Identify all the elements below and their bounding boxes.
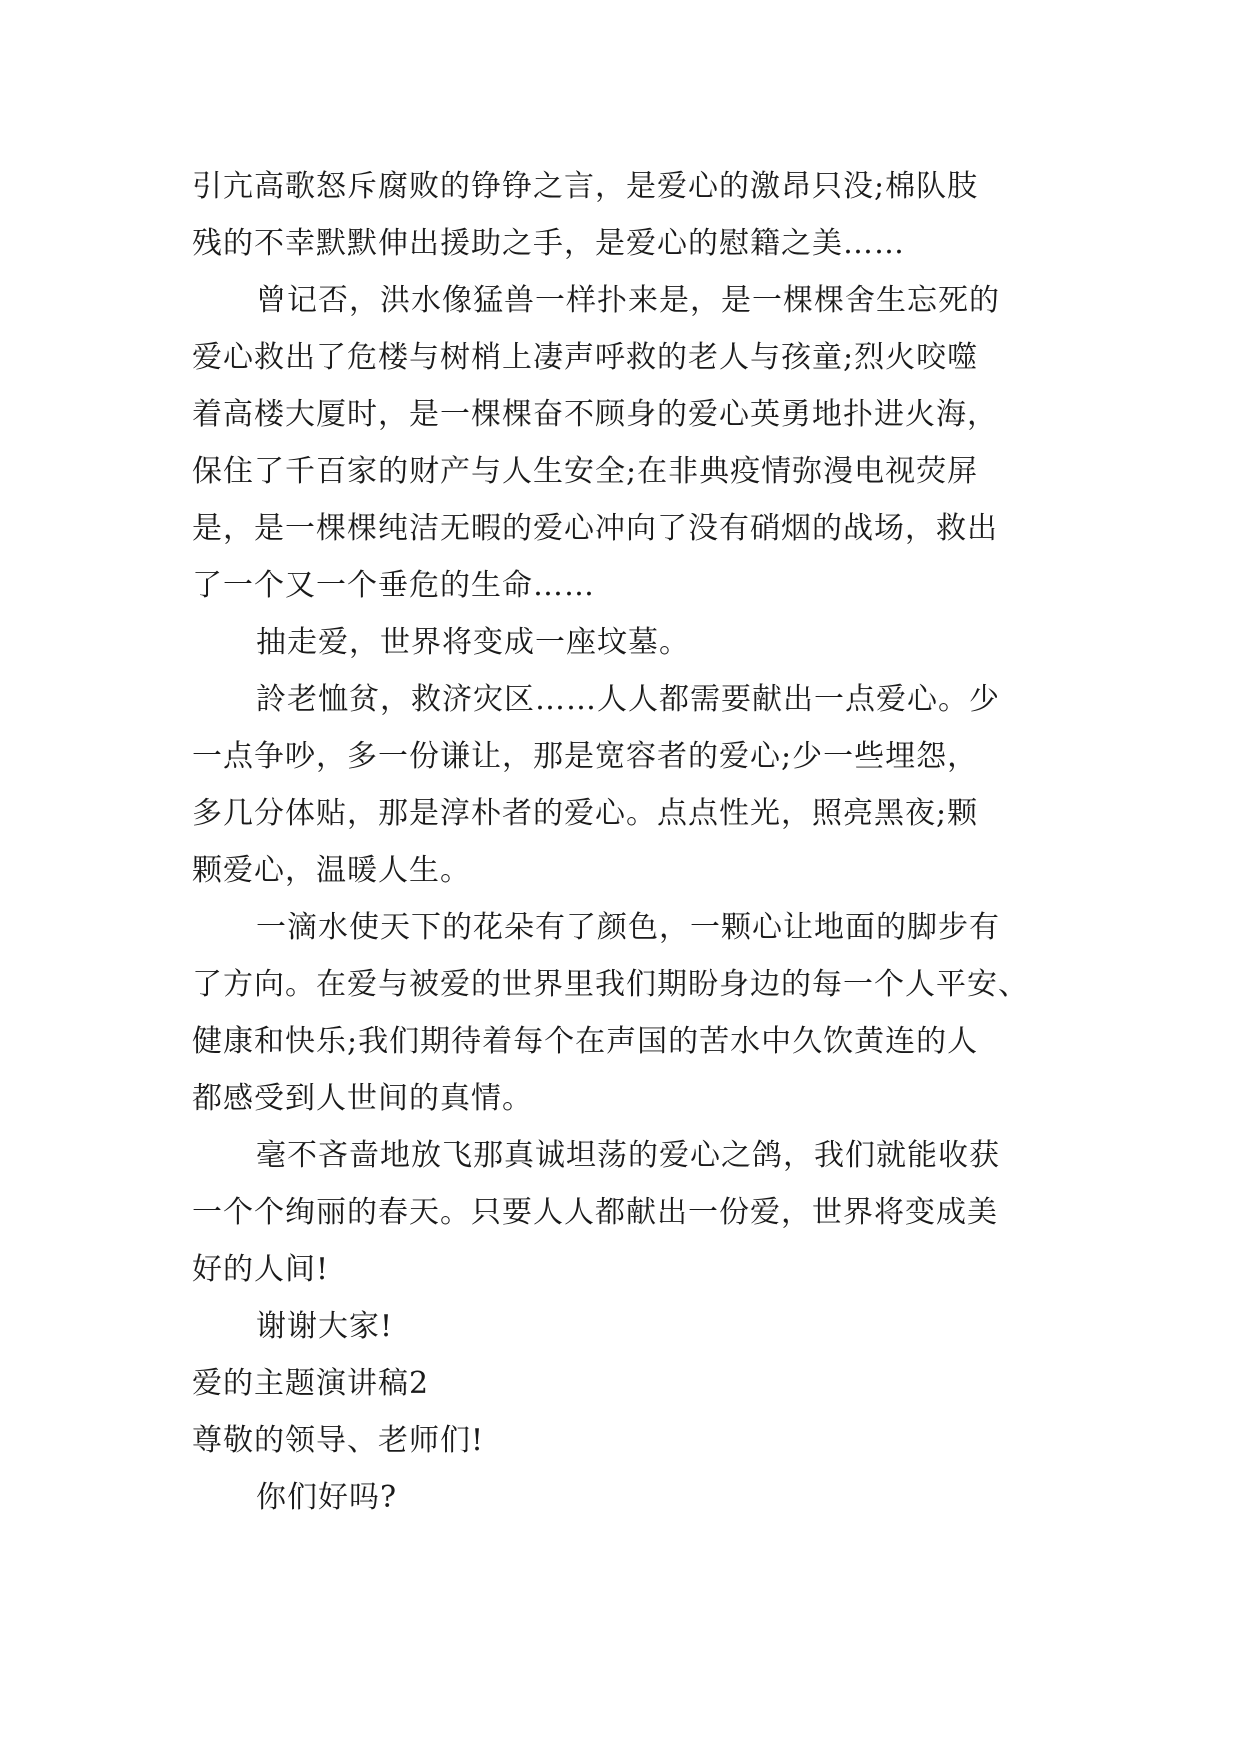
text-line: 詅老恤贫，救济灾区……人人都需要献出一点爱心。少 — [256, 682, 1000, 717]
text-line: 一个个绚丽的春天。只要人人都献出一份爱，世界将变成美 — [192, 1195, 998, 1230]
text-line: 引亢高歌怒斥腐败的铮铮之言，是爱心的激昂只没;棉队肢 — [192, 169, 979, 204]
text-line: 保住了千百家的财产与人生安全;在非典疫情弥漫电视荧屏 — [192, 454, 979, 489]
text-line: 是，是一棵棵纯洁无暇的爱心冲向了没有硝烟的战场，救出 — [192, 511, 998, 546]
text-line: 你们好吗? — [256, 1480, 398, 1515]
text-line: 了一个又一个垂危的生命…… — [192, 568, 595, 603]
text-line: 一滴水使天下的花朵有了颜色，一颗心让地面的脚步有 — [256, 910, 1000, 945]
text-line: 残的不幸默默伸出援助之手，是爱心的慰籍之美…… — [192, 226, 905, 261]
text-line: 毫不吝啬地放飞那真诚坦荡的爱心之鸽，我们就能收获 — [256, 1138, 1000, 1173]
text-line: 都感受到人世间的真情。 — [192, 1081, 533, 1116]
text-line: 曾记否，洪水像猛兽一样扑来是，是一棵棵舍生忘死的 — [256, 283, 1000, 318]
text-line: 抽走爱，世界将变成一座坟墓。 — [256, 625, 690, 660]
document-body — [192, 158, 1056, 1526]
text-line: 颗爱心，温暖人生。 — [192, 853, 471, 888]
salutation: 尊敬的领导、老师们! — [192, 1423, 485, 1458]
text-line: 多几分体贴，那是淳朴者的爱心。点点性光，照亮黑夜;颗 — [192, 796, 979, 831]
text-line: 着高楼大厦时，是一棵棵奋不顾身的爱心英勇地扑进火海， — [192, 397, 998, 432]
text-line: 谢谢大家! — [256, 1309, 394, 1344]
text-line: 了方向。在爱与被爱的世界里我们期盼身边的每一个人平安、 — [192, 967, 1029, 1002]
text-line: 一点争吵，多一份谦让，那是宽容者的爱心;少一些埋怨， — [192, 739, 979, 774]
text-line: 爱心救出了危楼与树梢上凄声呼救的老人与孩童;烈火咬噬 — [192, 340, 979, 375]
text-line: 好的人间! — [192, 1252, 330, 1287]
text-line: 健康和快乐;我们期待着每个在声国的苦水中久饮黄连的人 — [192, 1024, 979, 1059]
section-heading: 爱的主题演讲稿2 — [192, 1366, 430, 1401]
